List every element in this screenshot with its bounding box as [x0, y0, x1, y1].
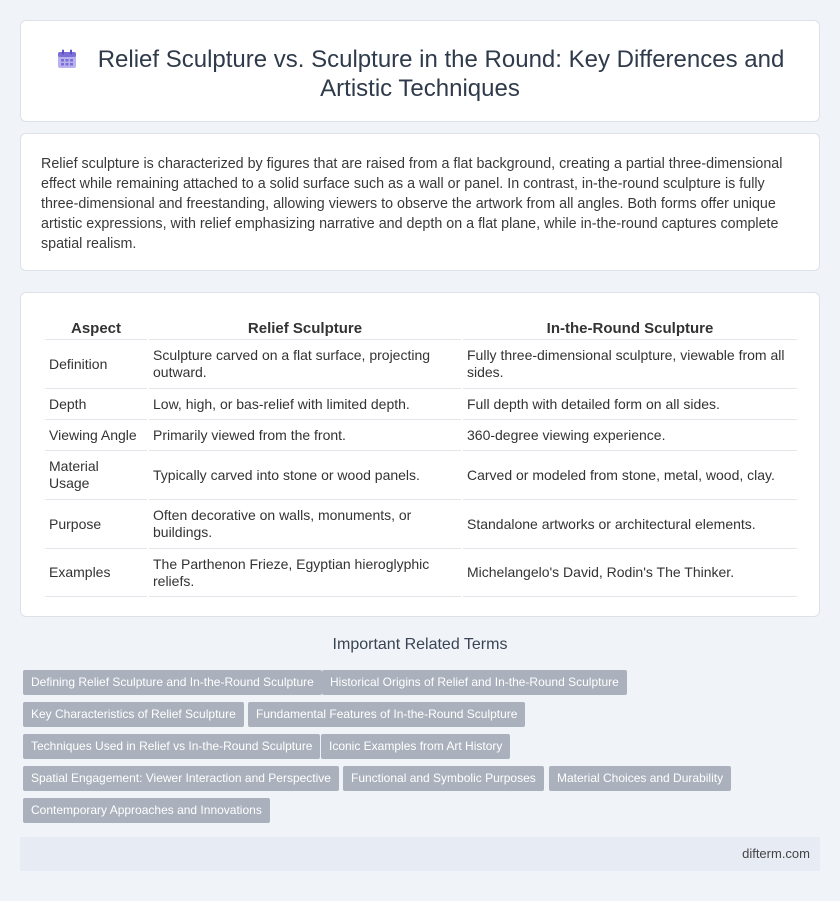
related-tag[interactable]: Techniques Used in Relief vs In-the-Round Sculpture [23, 734, 320, 759]
table-row [45, 388, 797, 419]
page-title: Relief Sculpture vs. Sculpture in the Round: Key Differences and Artistic Techniques [97, 46, 785, 102]
row-in-the-round: Fully three-dimensional sculpture, viewable from all sides. [463, 339, 797, 388]
related-tag[interactable]: Historical Origins of Relief and In-the-Round Sculpture [322, 670, 627, 695]
table-row [45, 339, 797, 388]
row-relief: Typically carved into stone or wood panels. [149, 450, 461, 499]
intro-card [20, 133, 820, 271]
row-in-the-round: Full depth with detailed form on all sides. [463, 388, 797, 419]
related-tag[interactable]: Iconic Examples from Art History [321, 734, 510, 759]
calendar-icon [56, 48, 78, 70]
related-tag[interactable]: Defining Relief Sculpture and In-the-Round Sculpture [23, 670, 322, 695]
row-aspect: Material Usage [45, 450, 147, 499]
header-aspect: Aspect [70, 320, 122, 337]
row-relief: Often decorative on walls, monuments, or buildings. [149, 499, 461, 548]
title-card [20, 20, 820, 122]
footer-site[interactable]: difterm.com [742, 846, 810, 861]
comparison-table [43, 307, 799, 597]
related-tag[interactable]: Fundamental Features of In-the-Round Sculpture [248, 702, 525, 727]
row-in-the-round: Carved or modeled from stone, metal, wood, clay. [463, 450, 797, 499]
row-aspect: Examples [45, 548, 147, 597]
related-tag[interactable]: Spatial Engagement: Viewer Interaction and Perspective [23, 766, 339, 791]
row-aspect: Purpose [45, 499, 147, 548]
page-title-wrap [21, 45, 819, 103]
related-tag[interactable]: Material Choices and Durability [549, 766, 731, 791]
intro-paragraph: Relief sculpture is characterized by figures that are raised from a flat background, creating a partial three-dimensional effect while remaining attached to a solid surface such as a wall or panel. In contrast, in-the-round sculpture is fully three-dimensional and freestanding, allowing viewers to observe the artwork from all angles. Both forms offer unique artistic expressions, with relief emphasizing narrative and depth on a flat plane, while in-the-round captures complete spatial realism. [41, 156, 783, 252]
table-row [45, 499, 797, 548]
row-in-the-round: Standalone artworks or architectural elements. [463, 499, 797, 548]
table-header-row [45, 307, 797, 339]
row-in-the-round: Michelangelo's David, Rodin's The Thinker. [463, 548, 797, 597]
related-tag[interactable]: Contemporary Approaches and Innovations [23, 798, 270, 823]
row-in-the-round: 360-degree viewing experience. [463, 419, 797, 450]
row-aspect: Depth [45, 388, 147, 419]
header-in-the-round: In-the-Round Sculpture [546, 320, 714, 337]
row-aspect: Definition [45, 339, 147, 388]
row-relief: Sculpture carved on a flat surface, projecting outward. [149, 339, 461, 388]
row-relief: The Parthenon Frieze, Egyptian hieroglyphic reliefs. [149, 548, 461, 597]
related-tag[interactable]: Key Characteristics of Relief Sculpture [23, 702, 244, 727]
comparison-table-card [20, 292, 820, 617]
table-row [45, 548, 797, 597]
header-relief: Relief Sculpture [247, 320, 363, 337]
related-tag[interactable]: Functional and Symbolic Purposes [343, 766, 544, 791]
row-relief: Primarily viewed from the front. [149, 419, 461, 450]
row-aspect: Viewing Angle [45, 419, 147, 450]
row-relief: Low, high, or bas-relief with limited depth. [149, 388, 461, 419]
table-row [45, 450, 797, 499]
related-terms-title: Important Related Terms [332, 636, 508, 653]
table-row [45, 419, 797, 450]
footer [20, 837, 820, 871]
